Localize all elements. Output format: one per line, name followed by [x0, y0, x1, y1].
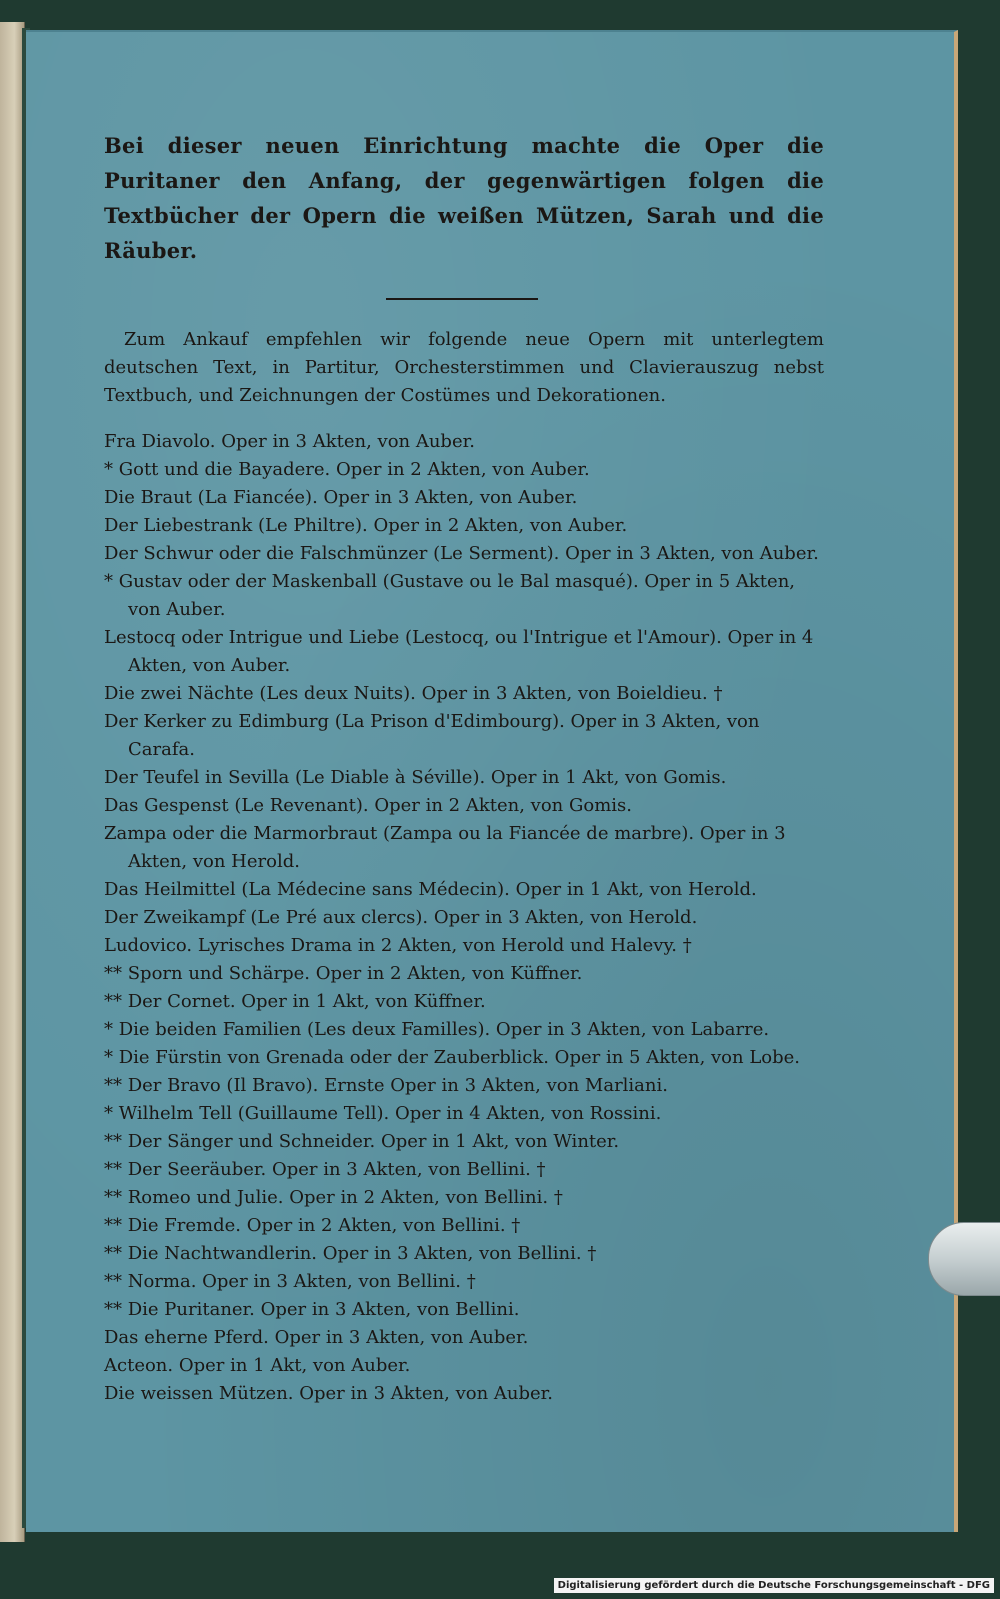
opera-entry: ** Der Cornet. Oper in 1 Akt, von Küffner. [104, 991, 486, 1012]
opera-entry: ** Romeo und Julie. Oper in 2 Akten, von Bellini. † [104, 1187, 563, 1208]
opera-entry: ** Sporn und Schärpe. Oper in 2 Akten, von Küffner. [104, 963, 583, 984]
opera-entry: Die Braut (La Fiancée). Oper in 3 Akten, von Auber. [104, 487, 578, 508]
opera-entry: Das eherne Pferd. Oper in 3 Akten, von Auber. [104, 1327, 529, 1348]
opera-entry: ** Die Puritaner. Oper in 3 Akten, von Bellini. [104, 1299, 520, 1320]
opera-entry: Zampa oder die Marmorbraut (Zampa ou la Fiancée de marbre). Oper in 3 Akten, von Herold. [104, 823, 786, 872]
opera-entry: Die zwei Nächte (Les deux Nuits). Oper in 3 Akten, von Boieldieu. † [104, 683, 723, 704]
opera-entry: * Die beiden Familien (Les deux Familles). Oper in 3 Akten, von Labarre. [104, 1019, 770, 1040]
opera-entry: Das Heilmittel (La Médecine sans Médecin). Oper in 1 Akt, von Herold. [104, 879, 757, 900]
opera-entry: Der Teufel in Sevilla (Le Diable à Séville). Oper in 1 Akt, von Gomis. [104, 767, 727, 788]
opera-list [104, 428, 824, 1408]
opera-entry: ** Die Fremde. Oper in 2 Akten, von Bellini. † [104, 1215, 521, 1236]
opera-entry: Das Gespenst (Le Revenant). Oper in 2 Akten, von Gomis. [104, 795, 632, 816]
opera-entry: Lestocq oder Intrigue und Liebe (Lestocq, ou l'Intrigue et l'Amour). Oper in 4 Akten, von Auber. [104, 627, 814, 676]
opera-entry: ** Der Seeräuber. Oper in 3 Akten, von Bellini. † [104, 1159, 546, 1180]
opera-entry: Acteon. Oper in 1 Akt, von Auber. [104, 1355, 411, 1376]
opera-entry: ** Norma. Oper in 3 Akten, von Bellini. † [104, 1271, 476, 1292]
intro-paragraph: Bei dieser neuen Einrichtung machte die Oper die Puritaner den Anfang, der gegenwärtigen folgen die Textbücher der Opern die weißen Mützen, Sarah und die Räuber. [104, 133, 824, 263]
page-clip [928, 1222, 1000, 1296]
opera-entry: Der Kerker zu Edimburg (La Prison d'Edimbourg). Oper in 3 Akten, von Carafa. [104, 711, 760, 760]
opera-entry: * Die Fürstin von Grenada oder der Zauberblick. Oper in 5 Akten, von Lobe. [104, 1047, 801, 1068]
opera-entry: Der Liebestrank (Le Philtre). Oper in 2 Akten, von Auber. [104, 515, 628, 536]
opera-entry: ** Die Nachtwandlerin. Oper in 3 Akten, von Bellini. † [104, 1243, 597, 1264]
opera-entry: Die weissen Mützen. Oper in 3 Akten, von Auber. [104, 1383, 554, 1404]
opera-entry: Fra Diavolo. Oper in 3 Akten, von Auber. [104, 431, 475, 452]
opera-entry: ** Der Sänger und Schneider. Oper in 1 Akt, von Winter. [104, 1131, 620, 1152]
recommendation-paragraph: Zum Ankauf empfehlen wir folgende neue Opern mit unterlegtem deutschen Text, in Partitur, Orchesterstimmen und Clavierauszug nebst Textbuch, und Zeichnungen der Costümes und Dekorationen. [104, 329, 824, 406]
opera-entry: Der Zweikampf (Le Pré aux clercs). Oper in 3 Akten, von Herold. [104, 907, 698, 928]
opera-entry: ** Der Bravo (Il Bravo). Ernste Oper in 3 Akten, von Marliani. [104, 1075, 668, 1096]
opera-entry: * Gott und die Bayadere. Oper in 2 Akten, von Auber. [104, 459, 590, 480]
digitization-credit: Digitalisierung gefördert durch die Deutsche Forschungsgemeinschaft - DFG [554, 1578, 994, 1593]
opera-entry: * Wilhelm Tell (Guillaume Tell). Oper in 4 Akten, von Rossini. [104, 1103, 662, 1124]
opera-entry: Ludovico. Lyrisches Drama in 2 Akten, von Herold und Halevy. † [104, 935, 692, 956]
opera-entry: * Gustav oder der Maskenball (Gustave ou le Bal masqué). Oper in 5 Akten, von Auber. [104, 571, 796, 620]
page-text [104, 128, 824, 1408]
opera-entry: Der Schwur oder die Falschmünzer (Le Serment). Oper in 3 Akten, von Auber. [104, 543, 819, 564]
separator-rule [386, 298, 538, 300]
